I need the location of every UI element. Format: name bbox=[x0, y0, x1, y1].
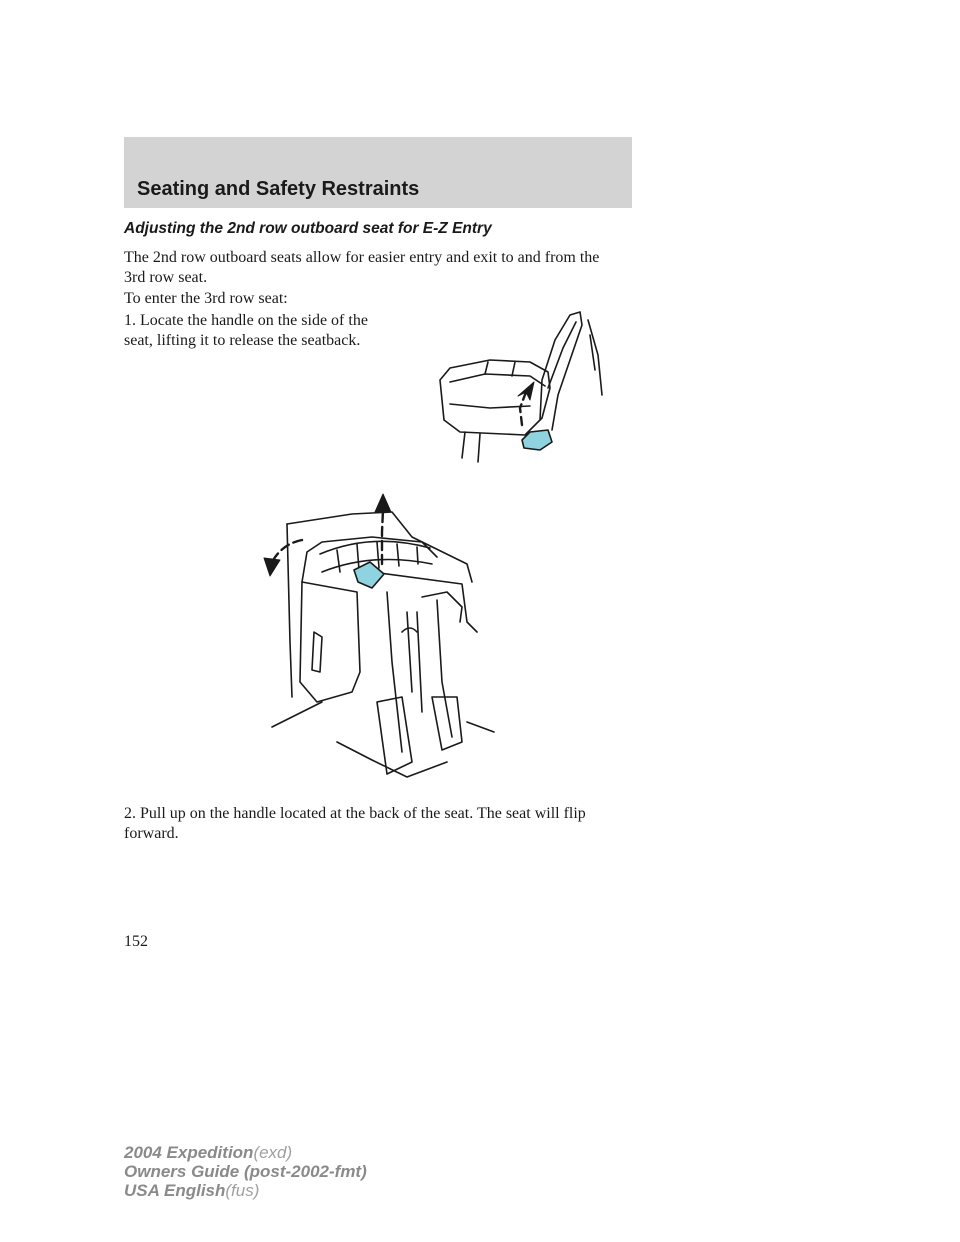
seat-side-handle-illustration bbox=[430, 300, 620, 465]
page-number: 152 bbox=[124, 933, 148, 950]
header-band bbox=[124, 137, 632, 208]
step-1-text: 1. Locate the handle on the side of the seat, lifting it to release the seatback. bbox=[124, 312, 368, 349]
footer-model: 2004 Expedition bbox=[124, 1143, 254, 1162]
section-heading: Adjusting the 2nd row outboard seat for E-Z Entry bbox=[124, 220, 492, 237]
enter-label: To enter the 3rd row seat: bbox=[124, 290, 288, 307]
page-header-title: Seating and Safety Restraints bbox=[137, 178, 420, 200]
intro-paragraph: The 2nd row outboard seats allow for easier entry and exit to and from the 3rd row seat. bbox=[124, 249, 600, 286]
footer-language-code: (fus) bbox=[225, 1181, 260, 1200]
footer bbox=[124, 1143, 367, 1200]
seat-rear-flip-illustration bbox=[262, 492, 502, 792]
footer-language: USA English bbox=[124, 1181, 226, 1200]
footer-line-3 bbox=[124, 1181, 367, 1200]
footer-guide: Owners Guide (post-2002-fmt) bbox=[124, 1162, 367, 1181]
footer-line-2 bbox=[124, 1162, 367, 1181]
footer-line-1 bbox=[124, 1143, 367, 1162]
footer-model-code: (exd) bbox=[253, 1143, 293, 1162]
step-2-text: 2. Pull up on the handle located at the back of the seat. The seat will flip forward. bbox=[124, 805, 586, 842]
